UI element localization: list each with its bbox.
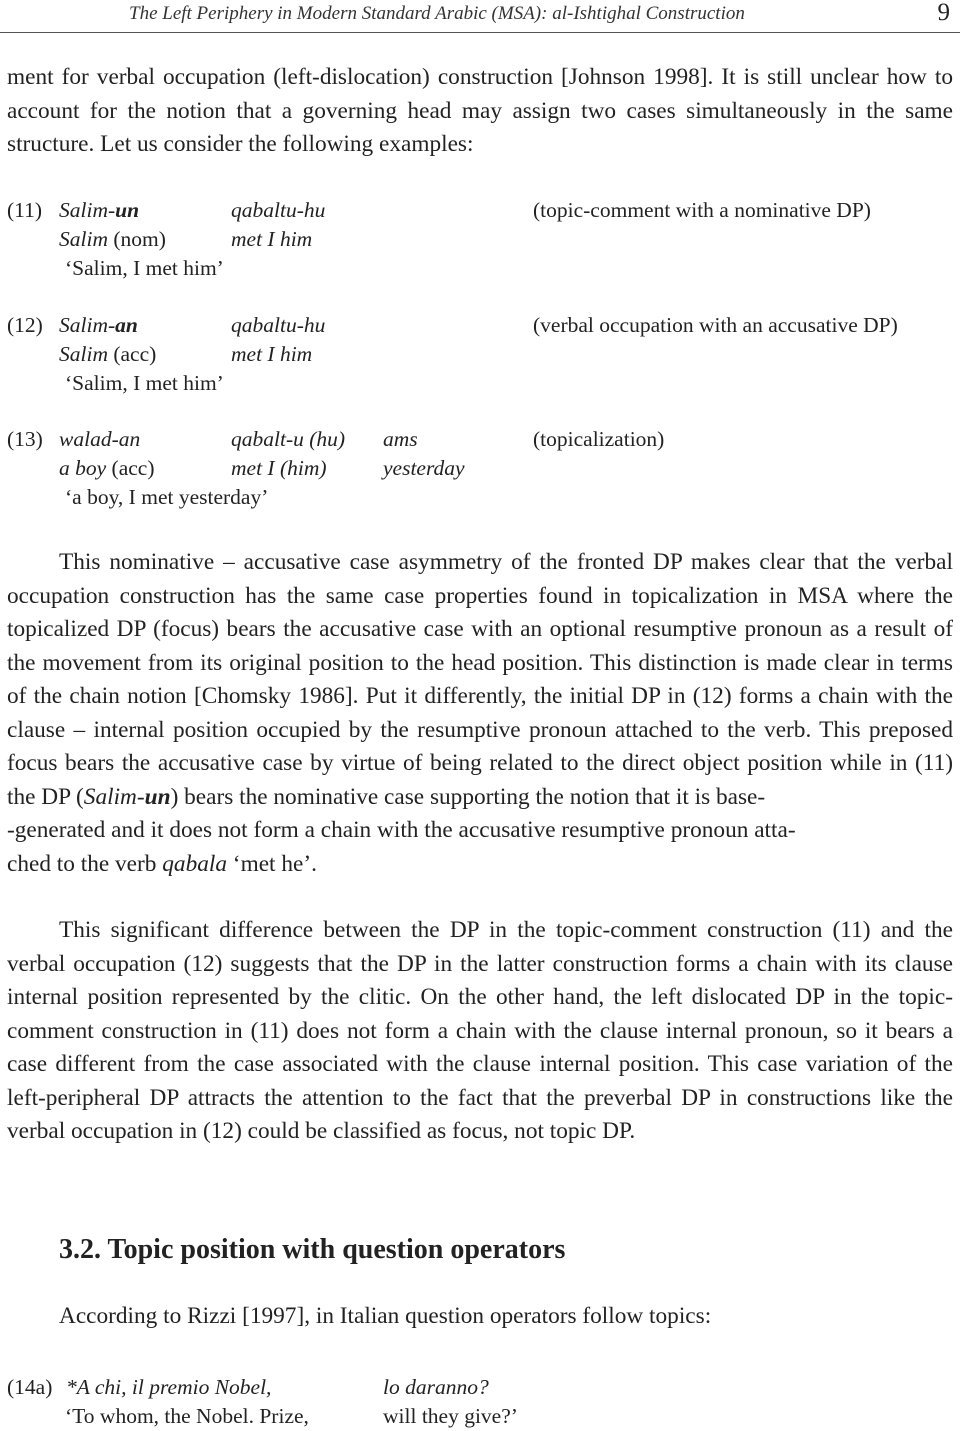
translation: ‘Salim, I met him’ xyxy=(65,371,224,395)
paragraph-1-text: ment for verbal occupation (left-dislocation) construction [Johnson 1998]. It is still unclear how to account for the notion that a governing head may assign two cases simultaneously in the same structure. Let us consider the following examples: xyxy=(7,64,953,157)
example-label: (verbal occupation with an accusative DP) xyxy=(533,313,898,337)
gloss-word: yesterday xyxy=(383,456,465,480)
example-word: qabalt-u (hu) xyxy=(231,427,346,451)
gloss-word: Salim (acc) xyxy=(59,342,157,366)
paragraph-3-text: This significant difference between the DP in the topic-comment construction (11) and the verbal occupation (12) suggests that the DP in the latter construction forms a chain with its clause internal position represented by the clitic. On the other hand, the left dislocated DP in the topic-comment construction in (11) does not form a chain with the clause internal pronoun, so it bears a case different from the case associated with the clause internal position. This case variation of the left-peripheral DP attracts the attention to the fact that the preverbal DP in constructions like the verbal occupation in (12) could be classified as focus, not topic DP. xyxy=(7,917,953,1144)
example-word: qabaltu-hu xyxy=(231,313,326,337)
example-13-gloss xyxy=(7,454,953,483)
gloss-word: met I him xyxy=(231,227,313,251)
example-12 xyxy=(7,311,953,398)
example-14a xyxy=(7,1373,953,1431)
example-word: Salim-un xyxy=(59,198,140,222)
example-11-gloss xyxy=(7,225,953,254)
gloss-word: ‘To whom, the Nobel. Prize, xyxy=(65,1404,309,1428)
example-14a-line-1 xyxy=(7,1373,953,1402)
paragraph-3 xyxy=(7,914,953,1149)
example-label: (topic-comment with a nominative DP) xyxy=(533,198,871,222)
translation: ‘a boy, I met yesterday’ xyxy=(65,485,269,509)
example-number: (11) xyxy=(7,198,43,222)
section-intro: According to Rizzi [1997], in Italian question operators follow topics: xyxy=(59,1303,712,1329)
example-word: *A chi, il premio Nobel, xyxy=(66,1375,272,1399)
page-number: 9 xyxy=(937,0,950,26)
paragraph-2 xyxy=(7,546,953,881)
gloss-word: met I him xyxy=(231,342,313,366)
running-header xyxy=(0,0,960,33)
running-title: The Left Periphery in Modern Standard Arabic (MSA): al-Ishtighal Construction xyxy=(129,3,745,24)
example-number: (14a) xyxy=(7,1375,53,1399)
example-12-gloss xyxy=(7,340,953,369)
example-word: Salim-an xyxy=(59,313,138,337)
example-word: qabaltu-hu xyxy=(231,198,326,222)
example-number: (13) xyxy=(7,427,43,451)
section-heading: 3.2. Topic position with question operators xyxy=(59,1234,566,1265)
gloss-word: Salim (nom) xyxy=(59,227,166,251)
gloss-word: a boy (acc) xyxy=(59,456,155,480)
example-11-line-1 xyxy=(7,196,953,225)
example-11-translation xyxy=(7,254,953,283)
paragraph-1 xyxy=(7,61,953,162)
example-12-translation xyxy=(7,369,953,398)
paragraph-2-text: This nominative – accusative case asymmetry of the fronted DP makes clear that the verbal occupation construction has the same case properties found in topicalization in MSA where the topicalized DP (focus) bears the accusative case with an optional resumptive pronoun as a result of the movement from its original position to the head position. This distinction is made clear in terms of the chain notion [Chomsky 1986]. Put it differently, the initial DP in (12) forms a chain with the clause – internal position occupied by the resumptive pronoun attached to the verb. This preposed focus bears the accusative case by virtue of being related to the direct object position while in (11) the DP (Salim-un) bears the nominative case supporting the notion that it is base- -generated and it does not form a chain with the accusative resumptive pronoun atta- ched to the verb qabala ‘met he’. xyxy=(7,549,953,877)
example-label: (topicalization) xyxy=(533,427,665,451)
gloss-word: will they give?’ xyxy=(383,1404,518,1428)
example-number: (12) xyxy=(7,313,43,337)
example-14a-gloss xyxy=(7,1402,953,1431)
example-13-line-1 xyxy=(7,425,953,454)
translation: ‘Salim, I met him’ xyxy=(65,256,224,280)
example-11 xyxy=(7,196,953,283)
example-word: walad-an xyxy=(59,427,141,451)
example-word: lo daranno? xyxy=(383,1375,489,1399)
example-12-line-1 xyxy=(7,311,953,340)
gloss-word: met I (him) xyxy=(231,456,327,480)
example-13 xyxy=(7,425,953,512)
example-word: ams xyxy=(383,427,418,451)
example-13-translation xyxy=(7,483,953,512)
